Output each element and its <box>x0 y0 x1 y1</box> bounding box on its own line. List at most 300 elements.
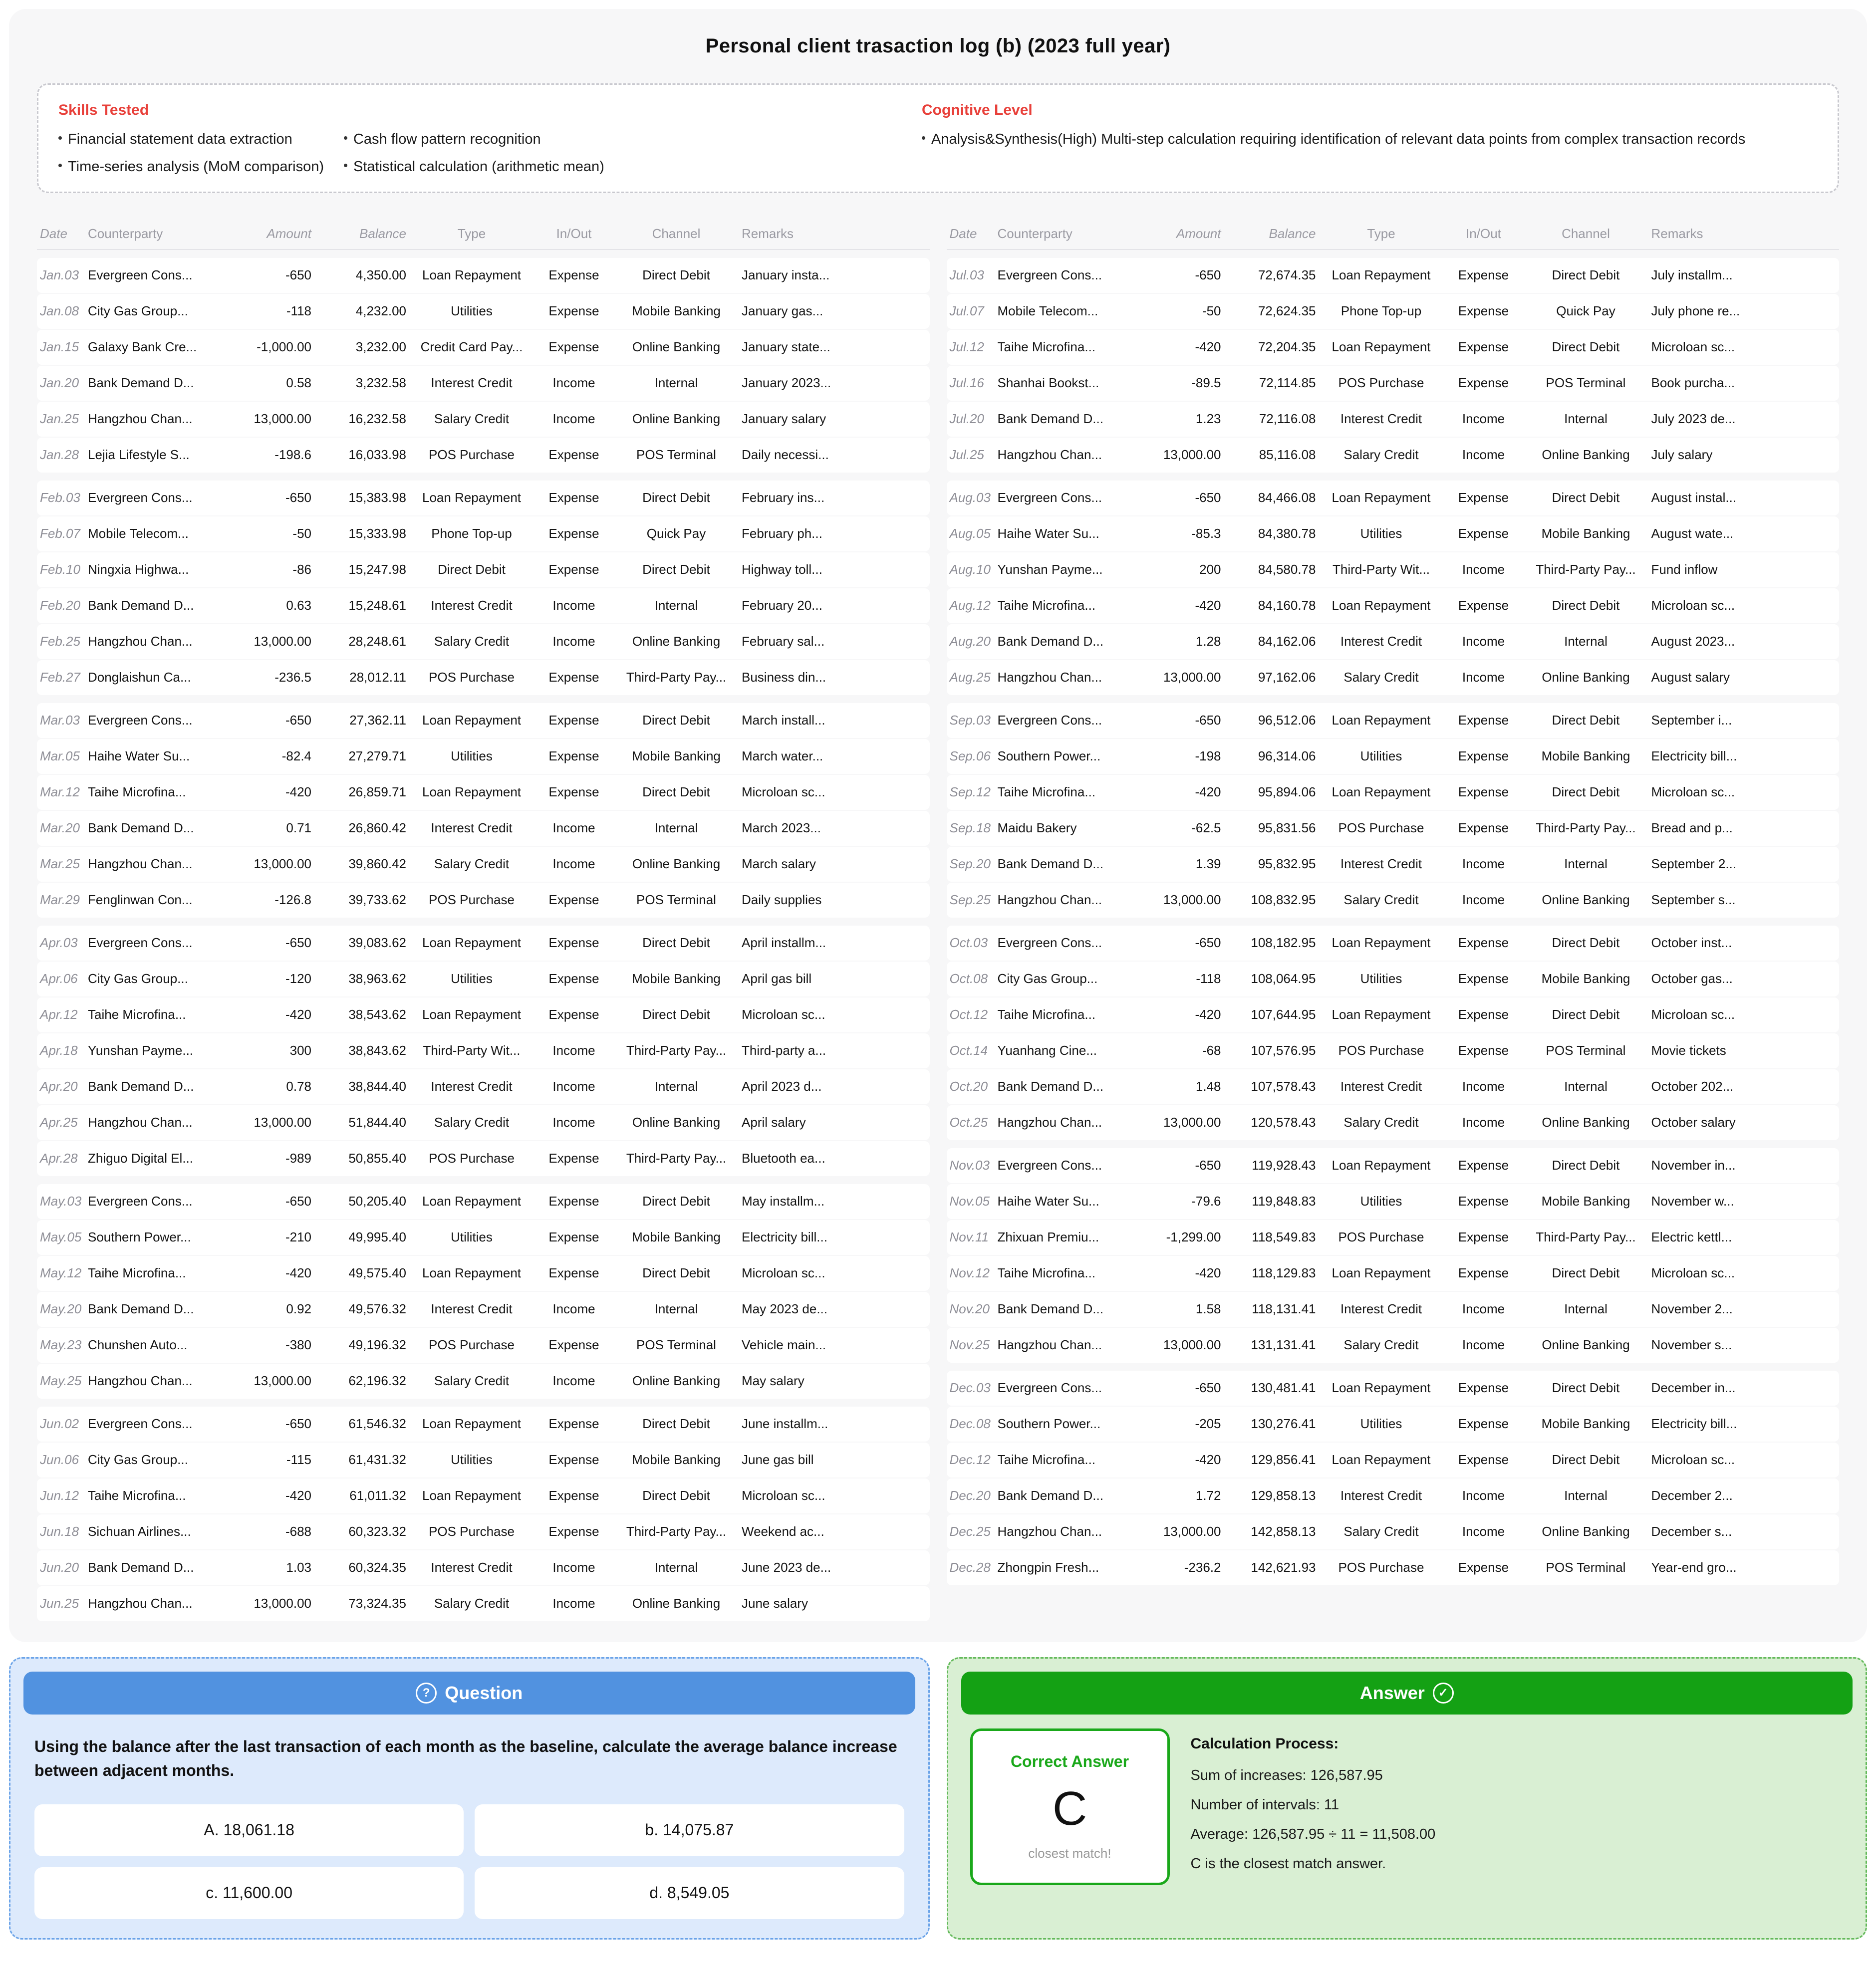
cell-remarks: Bread and p... <box>1651 820 1733 836</box>
cell-remarks: Daily supplies <box>742 892 822 908</box>
cell-balance: 84,160.78 <box>1258 598 1316 613</box>
table-row <box>37 739 930 774</box>
cell-date: Apr.12 <box>40 1007 78 1022</box>
cell-date: Nov.11 <box>949 1230 989 1245</box>
cell-remarks: November s... <box>1651 1337 1732 1353</box>
cell-inout: Income <box>552 598 595 613</box>
cell-counterparty: Mobile Telecom... <box>88 526 189 541</box>
cell-type: Loan Repayment <box>422 784 522 800</box>
cell-channel: Direct Debit <box>1552 935 1620 951</box>
cell-channel: Mobile Banking <box>632 748 721 764</box>
cell-counterparty: Bank Demand D... <box>997 411 1103 427</box>
cell-date: Feb.20 <box>40 598 80 613</box>
cell-counterparty: Haihe Water Su... <box>997 526 1099 541</box>
cell-type: Interest Credit <box>431 1301 513 1317</box>
table-row <box>947 660 1840 695</box>
cell-amount: -650 <box>1195 1380 1221 1396</box>
cell-remarks: May salary <box>742 1373 804 1389</box>
cell-amount: -68 <box>1202 1043 1221 1058</box>
cell-balance: 95,831.56 <box>1258 820 1316 836</box>
table-row <box>37 997 930 1032</box>
cell-inout: Income <box>552 1560 595 1575</box>
cell-counterparty: Taihe Microfina... <box>997 1265 1096 1281</box>
cell-type: Interest Credit <box>1340 1488 1422 1503</box>
cell-counterparty: Hangzhou Chan... <box>997 447 1102 463</box>
cell-date: Nov.05 <box>949 1194 990 1209</box>
column-header-inout: In/Out <box>556 226 592 242</box>
cell-counterparty: Mobile Telecom... <box>997 303 1098 319</box>
cell-remarks: March 2023... <box>742 820 821 836</box>
cell-type: Interest Credit <box>431 1079 513 1094</box>
cell-channel: Internal <box>1564 856 1608 872</box>
cell-channel: Quick Pay <box>1556 303 1615 319</box>
cell-amount: 300 <box>289 1043 311 1058</box>
table-row <box>37 1586 930 1621</box>
table-row <box>947 1514 1840 1549</box>
cell-counterparty: Haihe Water Su... <box>997 1194 1099 1209</box>
table-row <box>37 1514 930 1549</box>
cell-type: Interest Credit <box>1340 1301 1422 1317</box>
cognitive-level-heading: Cognitive Level <box>922 102 1033 118</box>
cell-counterparty: Evergreen Cons... <box>997 1380 1102 1396</box>
cell-amount: -420 <box>285 1265 311 1281</box>
cell-channel: POS Terminal <box>636 447 716 463</box>
cell-balance: 95,894.06 <box>1258 784 1316 800</box>
cell-balance: 28,248.61 <box>348 634 406 649</box>
cell-counterparty: Maidu Bakery <box>997 820 1077 836</box>
cell-remarks: June installm... <box>742 1416 828 1432</box>
table-row <box>947 847 1840 882</box>
column-header-balance: Balance <box>359 226 406 242</box>
cell-date: Nov.20 <box>949 1301 990 1317</box>
cell-channel: Online Banking <box>632 856 721 872</box>
cell-type: Utilities <box>1360 748 1402 764</box>
cell-balance: 108,832.95 <box>1251 892 1316 908</box>
cell-inout: Expense <box>548 1416 599 1432</box>
cell-balance: 61,546.32 <box>348 1416 406 1432</box>
cell-remarks: January state... <box>742 339 830 355</box>
cell-channel: Direct Debit <box>1552 1452 1620 1468</box>
cell-date: Feb.25 <box>40 634 80 649</box>
cell-type: POS Purchase <box>429 1524 515 1539</box>
cell-inout: Expense <box>548 303 599 319</box>
cell-inout: Expense <box>548 490 599 505</box>
option-b[interactable]: b. 14,075.87 <box>475 1804 904 1856</box>
cell-remarks: Third-party a... <box>742 1043 826 1058</box>
cell-amount: -210 <box>285 1230 311 1245</box>
cell-inout: Income <box>552 856 595 872</box>
list-item <box>922 130 1780 149</box>
table-row <box>37 552 930 587</box>
cell-remarks: September s... <box>1651 892 1736 908</box>
cell-date: Apr.03 <box>40 935 78 951</box>
cell-amount: -89.5 <box>1191 375 1221 391</box>
cell-counterparty: Bank Demand D... <box>88 1079 194 1094</box>
cell-remarks: August 2023... <box>1651 634 1735 649</box>
table-row <box>947 1256 1840 1291</box>
cell-inout: Income <box>1462 562 1505 577</box>
cell-remarks: April installm... <box>742 935 826 951</box>
table-row <box>947 1371 1840 1406</box>
cell-counterparty: Hangzhou Chan... <box>88 411 193 427</box>
cell-inout: Income <box>1462 856 1505 872</box>
answer-header-label: Answer <box>1359 1682 1425 1703</box>
cell-counterparty: Southern Power... <box>997 1416 1101 1432</box>
cell-counterparty: Evergreen Cons... <box>997 490 1102 505</box>
cell-inout: Income <box>552 1301 595 1317</box>
cell-amount: 1.03 <box>286 1560 311 1575</box>
cell-date: May.12 <box>40 1265 82 1281</box>
cell-amount: 13,000.00 <box>1163 1337 1221 1353</box>
cell-counterparty: Bank Demand D... <box>88 1560 194 1575</box>
column-header-channel: Channel <box>652 226 701 242</box>
cell-remarks: October inst... <box>1651 935 1732 951</box>
table-row <box>947 1148 1840 1183</box>
table-row <box>947 294 1840 329</box>
cell-channel: Online Banking <box>1542 1337 1630 1353</box>
table-row <box>37 1407 930 1442</box>
cell-inout: Income <box>552 820 595 836</box>
cell-balance: 84,162.06 <box>1258 634 1316 649</box>
cell-date: Sep.18 <box>949 820 991 836</box>
cell-date: Jul.20 <box>949 411 984 427</box>
cell-balance: 49,196.32 <box>348 1337 406 1353</box>
table-row <box>37 1069 930 1104</box>
cell-type: POS Purchase <box>429 670 515 685</box>
cell-date: Oct.14 <box>949 1043 988 1058</box>
cell-channel: Internal <box>654 1079 698 1094</box>
cell-amount: 13,000.00 <box>254 1596 311 1611</box>
cell-type: Salary Credit <box>434 411 510 427</box>
cell-balance: 16,033.98 <box>348 447 406 463</box>
cell-channel: Third-Party Pay... <box>1536 562 1636 577</box>
cell-type: Utilities <box>451 971 493 986</box>
cell-remarks: July installm... <box>1651 267 1733 283</box>
cell-date: May.23 <box>40 1337 82 1353</box>
table-row <box>37 402 930 437</box>
cell-amount: 200 <box>1199 562 1221 577</box>
cell-date: Jan.28 <box>40 447 79 463</box>
cell-channel: Internal <box>1564 1488 1608 1503</box>
cell-type: Salary Credit <box>1343 1524 1419 1539</box>
cell-date: Apr.20 <box>40 1079 78 1094</box>
cell-remarks: October salary <box>1651 1115 1736 1130</box>
cell-type: Loan Repayment <box>422 935 522 951</box>
table-row <box>37 1105 930 1140</box>
answer-panel <box>947 1657 1868 1940</box>
cell-inout: Expense <box>1458 1007 1509 1022</box>
cell-remarks: Microloan sc... <box>1651 1452 1735 1468</box>
table-row <box>37 847 930 882</box>
cell-inout: Income <box>552 1043 595 1058</box>
cell-channel: Mobile Banking <box>1541 971 1630 986</box>
cell-inout: Expense <box>1458 971 1509 986</box>
cell-counterparty: Hangzhou Chan... <box>997 1115 1102 1130</box>
cell-type: Loan Repayment <box>422 1488 522 1503</box>
cell-channel: Direct Debit <box>642 1488 710 1503</box>
cell-inout: Expense <box>1458 598 1509 613</box>
cell-counterparty: Hangzhou Chan... <box>88 634 193 649</box>
cell-balance: 49,575.40 <box>348 1265 406 1281</box>
cell-counterparty: Hangzhou Chan... <box>997 670 1102 685</box>
cell-amount: -650 <box>285 713 311 728</box>
cell-date: Apr.18 <box>40 1043 78 1058</box>
cell-inout: Expense <box>548 267 599 283</box>
cell-remarks: July salary <box>1651 447 1713 463</box>
table-row <box>37 1141 930 1176</box>
cell-date: Apr.06 <box>40 971 78 986</box>
cell-channel: Direct Debit <box>642 490 710 505</box>
cell-amount: -115 <box>286 1452 311 1468</box>
cell-channel: Third-Party Pay... <box>1536 820 1636 836</box>
option-a[interactable]: A. 18,061.18 <box>34 1804 464 1856</box>
cell-channel: Direct Debit <box>1552 1265 1620 1281</box>
cell-date: Oct.20 <box>949 1079 988 1094</box>
question-text: Using the balance after the last transaction of each month as the baseline, calculate the average balance increase between adjacent months. <box>34 1737 897 1779</box>
cell-remarks: June salary <box>742 1596 808 1611</box>
cell-date: Aug.12 <box>949 598 991 613</box>
cell-channel: POS Terminal <box>636 892 716 908</box>
cell-date: Jun.02 <box>40 1416 79 1432</box>
cell-amount: 1.48 <box>1195 1079 1221 1094</box>
cell-counterparty: Taihe Microfina... <box>997 1007 1096 1022</box>
cell-counterparty: Ningxia Highwa... <box>88 562 189 577</box>
cell-remarks: Business din... <box>742 670 826 685</box>
cell-inout: Income <box>1462 411 1505 427</box>
cell-date: Sep.06 <box>949 748 991 764</box>
cell-counterparty: Bank Demand D... <box>88 375 194 391</box>
cell-date: Apr.25 <box>40 1115 78 1130</box>
cell-type: Loan Repayment <box>422 267 522 283</box>
cell-balance: 3,232.58 <box>355 375 406 391</box>
cell-amount: -420 <box>1195 1265 1221 1281</box>
cell-counterparty: Hangzhou Chan... <box>997 892 1102 908</box>
cell-type: Loan Repayment <box>1332 598 1431 613</box>
cell-channel: Direct Debit <box>642 1265 710 1281</box>
cell-balance: 130,276.41 <box>1251 1416 1316 1432</box>
cell-balance: 95,832.95 <box>1258 856 1316 872</box>
cell-channel: Direct Debit <box>642 935 710 951</box>
cell-channel: Online Banking <box>632 1373 721 1389</box>
cognitive-level-column <box>922 102 1818 177</box>
cell-balance: 107,576.95 <box>1251 1043 1316 1058</box>
cell-amount: 13,000.00 <box>254 1115 311 1130</box>
cell-amount: 13,000.00 <box>1163 670 1221 685</box>
column-header-channel: Channel <box>1562 226 1610 242</box>
cell-balance: 142,621.93 <box>1251 1560 1316 1575</box>
cell-channel: POS Terminal <box>1546 375 1626 391</box>
cell-balance: 107,578.43 <box>1251 1079 1316 1094</box>
cell-counterparty: Taihe Microfina... <box>997 784 1096 800</box>
cell-inout: Expense <box>1458 490 1509 505</box>
cell-channel: Direct Debit <box>642 562 710 577</box>
cell-amount: -86 <box>292 562 311 577</box>
cell-amount: 0.58 <box>286 375 311 391</box>
cell-type: POS Purchase <box>1338 1230 1424 1245</box>
cell-inout: Income <box>1462 1488 1505 1503</box>
question-panel <box>9 1657 930 1940</box>
cell-type: Interest Credit <box>1340 411 1422 427</box>
cell-remarks: Weekend ac... <box>742 1524 824 1539</box>
table-row <box>947 402 1840 437</box>
cell-type: POS Purchase <box>429 1151 515 1166</box>
document-card <box>9 9 1867 1642</box>
cell-balance: 27,362.11 <box>349 713 406 728</box>
cell-balance: 15,383.98 <box>348 490 406 505</box>
table-row <box>37 1292 930 1327</box>
cell-date: Feb.07 <box>40 526 80 541</box>
cell-remarks: December s... <box>1651 1524 1732 1539</box>
cell-counterparty: Taihe Microfina... <box>88 1265 186 1281</box>
cell-inout: Expense <box>548 562 599 577</box>
column-header-remarks: Remarks <box>1651 226 1703 242</box>
cell-counterparty: Sichuan Airlines... <box>88 1524 191 1539</box>
cell-balance: 38,963.62 <box>348 971 406 986</box>
cell-counterparty: Evergreen Cons... <box>88 935 193 951</box>
cell-channel: Third-Party Pay... <box>626 1043 727 1058</box>
cell-counterparty: City Gas Group... <box>997 971 1098 986</box>
cell-type: Interest Credit <box>431 598 513 613</box>
cell-amount: -650 <box>285 935 311 951</box>
cell-type: Utilities <box>451 1230 493 1245</box>
cell-balance: 120,578.43 <box>1251 1115 1316 1130</box>
table-row <box>37 258 930 293</box>
cell-remarks: Electricity bill... <box>742 1230 827 1245</box>
question-header-label: Question <box>445 1682 523 1703</box>
table-row <box>947 739 1840 774</box>
cell-remarks: February ph... <box>742 526 822 541</box>
cell-balance: 60,324.35 <box>348 1560 406 1575</box>
cell-inout: Expense <box>548 1007 599 1022</box>
cell-type: Loan Repayment <box>422 490 522 505</box>
cell-inout: Income <box>552 1079 595 1094</box>
cell-type: Loan Repayment <box>1332 490 1431 505</box>
cell-date: Nov.25 <box>949 1337 990 1353</box>
table-row <box>37 438 930 473</box>
cell-inout: Expense <box>1458 1560 1509 1575</box>
cell-date: Mar.12 <box>40 784 80 800</box>
cell-counterparty: Lejia Lifestyle S... <box>88 447 190 463</box>
cell-counterparty: Evergreen Cons... <box>88 1416 193 1432</box>
cell-amount: -62.5 <box>1191 820 1221 836</box>
cell-channel: Internal <box>1564 411 1608 427</box>
cell-balance: 84,580.78 <box>1258 562 1316 577</box>
cell-amount: -420 <box>1195 1007 1221 1022</box>
cell-channel: Direct Debit <box>642 784 710 800</box>
cell-channel: Mobile Banking <box>632 1452 721 1468</box>
cell-remarks: November w... <box>1651 1194 1734 1209</box>
cell-counterparty: Bank Demand D... <box>997 634 1103 649</box>
cell-remarks: December 2... <box>1651 1488 1733 1503</box>
table-row <box>947 258 1840 293</box>
cell-inout: Income <box>552 375 595 391</box>
cell-date: Sep.12 <box>949 784 991 800</box>
table-row <box>947 1407 1840 1442</box>
cell-type: Phone Top-up <box>1340 303 1422 319</box>
cell-balance: 15,248.61 <box>348 598 406 613</box>
cell-balance: 4,232.00 <box>355 303 406 319</box>
table-row <box>37 962 930 996</box>
transaction-table-right <box>947 219 1840 1622</box>
cell-date: Dec.03 <box>949 1380 991 1396</box>
cell-type: Loan Repayment <box>1332 784 1431 800</box>
cell-date: Jun.12 <box>40 1488 79 1503</box>
cell-channel: Mobile Banking <box>632 303 721 319</box>
cell-inout: Expense <box>548 784 599 800</box>
cell-date: Nov.03 <box>949 1158 990 1173</box>
cell-counterparty: Hangzhou Chan... <box>88 1596 193 1611</box>
cell-inout: Expense <box>548 339 599 355</box>
cell-balance: 39,860.42 <box>348 856 406 872</box>
table-row <box>37 294 930 329</box>
cell-remarks: July 2023 de... <box>1651 411 1736 427</box>
cell-channel: Online Banking <box>632 1115 721 1130</box>
cell-channel: Direct Debit <box>1552 1380 1620 1396</box>
cell-inout: Expense <box>548 1230 599 1245</box>
cell-type: Loan Repayment <box>1332 1007 1431 1022</box>
cell-counterparty: Hangzhou Chan... <box>997 1524 1102 1539</box>
column-header-remarks: Remarks <box>742 226 794 242</box>
cell-amount: -82.4 <box>281 748 311 764</box>
cell-balance: 118,131.41 <box>1252 1301 1316 1317</box>
cell-balance: 84,380.78 <box>1258 526 1316 541</box>
option-c[interactable]: c. 11,600.00 <box>34 1867 464 1919</box>
cell-amount: -420 <box>1195 784 1221 800</box>
cell-channel: Online Banking <box>1542 1524 1630 1539</box>
table-row <box>37 1220 930 1255</box>
cell-balance: 73,324.35 <box>348 1596 406 1611</box>
cell-channel: Direct Debit <box>1552 1158 1620 1173</box>
cell-date: Jan.08 <box>40 303 79 319</box>
table-row <box>37 481 930 515</box>
table-row <box>37 660 930 695</box>
cell-date: Dec.12 <box>949 1452 991 1468</box>
column-header-counterparty: Counterparty <box>88 226 163 242</box>
cell-remarks: Microloan sc... <box>1651 1007 1735 1022</box>
skills-list-col2 <box>344 130 604 177</box>
cell-balance: 50,205.40 <box>348 1194 406 1209</box>
table-row <box>947 1184 1840 1219</box>
cognitive-label: Analysis&Synthesis(High) Multi-step calculation requiring identification of relevant data points from complex transaction records <box>931 131 1746 147</box>
table-body-right <box>947 258 1840 1585</box>
cell-channel: Third-Party Pay... <box>626 670 727 685</box>
cell-inout: Expense <box>1458 713 1509 728</box>
cell-amount: 13,000.00 <box>254 411 311 427</box>
option-d[interactable]: d. 8,549.05 <box>475 1867 904 1919</box>
list-item <box>344 130 604 149</box>
cell-type: Interest Credit <box>431 375 513 391</box>
cell-remarks: May installm... <box>742 1194 825 1209</box>
cell-channel: Direct Debit <box>642 1194 710 1209</box>
cell-channel: Direct Debit <box>1552 490 1620 505</box>
cell-inout: Expense <box>548 1337 599 1353</box>
cell-inout: Income <box>552 634 595 649</box>
cell-counterparty: Evergreen Cons... <box>88 267 193 283</box>
cell-amount: -420 <box>285 784 311 800</box>
cell-type: Salary Credit <box>434 1115 510 1130</box>
cell-remarks: Movie tickets <box>1651 1043 1726 1058</box>
bullet-icon <box>922 136 925 140</box>
cell-channel: Online Banking <box>632 634 721 649</box>
cell-counterparty: Evergreen Cons... <box>88 713 193 728</box>
cell-counterparty: Zhongpin Fresh... <box>997 1560 1099 1575</box>
list-item <box>58 157 324 177</box>
cell-amount: -650 <box>285 1194 311 1209</box>
cell-date: Jul.12 <box>949 339 984 355</box>
column-header-date: Date <box>40 226 67 242</box>
cell-type: Loan Repayment <box>1332 267 1431 283</box>
cell-amount: -650 <box>1195 267 1221 283</box>
